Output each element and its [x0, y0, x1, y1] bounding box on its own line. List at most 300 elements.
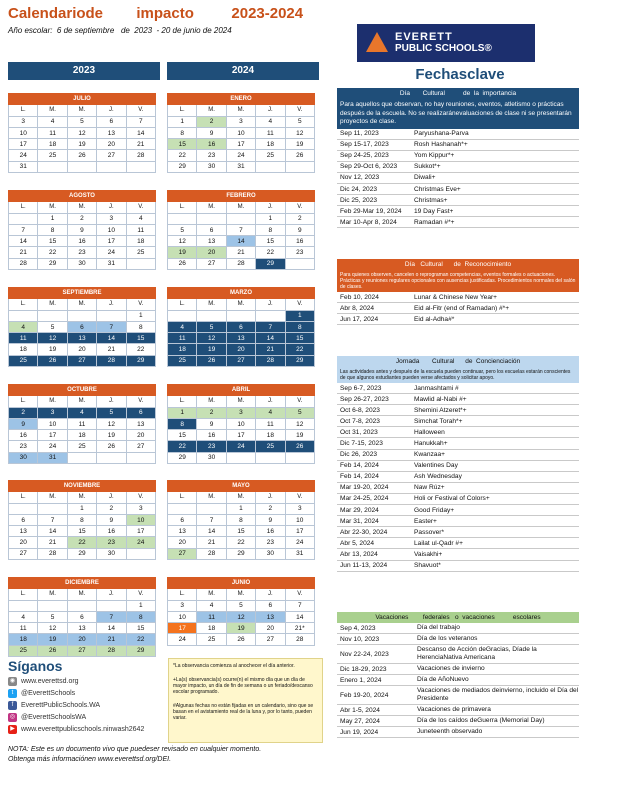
day-cell — [226, 452, 255, 463]
day-cell: 5 — [226, 600, 255, 611]
day-cell: 5 — [97, 407, 126, 418]
day-cell: 16 — [9, 430, 38, 441]
day-cell: 1 — [256, 213, 285, 224]
day-cell: 18 — [67, 430, 96, 441]
day-cell: 1 — [285, 310, 314, 321]
day-cell: 30 — [97, 548, 126, 559]
day-cell: 1 — [168, 116, 197, 127]
day-cell: 7 — [97, 611, 126, 622]
website-link[interactable] — [8, 677, 79, 686]
weekday-label: J. — [256, 299, 285, 310]
instagram-link[interactable] — [8, 713, 86, 722]
day-cell: 28 — [97, 355, 126, 366]
day-cell: 26 — [168, 258, 197, 269]
day-cell: 20 — [67, 344, 96, 355]
date-text: Nov 10, 2023 — [340, 635, 380, 643]
facebook-text: EverettPublicSchools.WA — [21, 702, 101, 709]
date-text: Dic 18-29, 2023 — [340, 665, 387, 673]
day-cell: 21 — [126, 139, 155, 150]
day-cell: 19 — [197, 344, 226, 355]
notes-box — [168, 658, 323, 743]
footnote — [8, 745, 338, 765]
day-cell: 1 — [226, 503, 255, 514]
day-cell: 13 — [126, 418, 155, 429]
day-cell: 31 — [97, 258, 126, 269]
date-row — [337, 527, 579, 538]
day-cell: 11 — [126, 224, 155, 235]
day-cell: 3 — [38, 407, 67, 418]
day-cell — [38, 310, 67, 321]
day-cell: 2 — [67, 213, 96, 224]
weekday-label: L. — [9, 299, 38, 310]
day-cell: 30 — [256, 548, 285, 559]
weekday-label: V. — [126, 492, 155, 503]
day-cell: 25 — [256, 150, 285, 161]
date-text: Oct 6-8, 2023 — [340, 406, 380, 414]
date-text: Jun 11-13, 2024 — [340, 562, 388, 570]
day-cell: 4 — [9, 611, 38, 622]
day-cell — [97, 161, 126, 172]
day-cell: 9 — [197, 418, 226, 429]
date-text: Jun 19, 2024 — [340, 728, 379, 736]
day-cell — [285, 161, 314, 172]
day-cell: 2 — [97, 503, 126, 514]
weekday-label: M. — [226, 396, 255, 407]
month-diciembre — [8, 577, 156, 657]
weekday-label: L. — [9, 589, 38, 600]
year-bar-left: 2023 — [8, 62, 160, 80]
date-text: Abr 22-30, 2024 — [340, 528, 388, 536]
day-cell: 6 — [126, 407, 155, 418]
day-cell: 23 — [197, 441, 226, 452]
weekday-label: M. — [197, 589, 226, 600]
month-name: MARZO — [168, 288, 315, 299]
footnote-line2: Obtenga más informaciónen www.everettsd.org/DEI. — [8, 756, 172, 763]
weekday-label: J. — [97, 299, 126, 310]
observance-name: Holi or Festival of Colors+ — [414, 495, 490, 503]
date-row — [337, 538, 579, 549]
day-cell: 28 — [226, 258, 255, 269]
day-cell — [256, 452, 285, 463]
date-row — [337, 162, 579, 173]
day-cell: 18 — [256, 430, 285, 441]
holiday-name: Vacaciones de invierno — [417, 665, 485, 672]
day-cell: 14 — [226, 236, 255, 247]
date-text: Abr 8, 2024 — [340, 304, 375, 312]
weekday-label: J. — [256, 202, 285, 213]
month-name: ABRIL — [168, 385, 315, 396]
section-header: Jornada Cultural de Concienciación — [337, 356, 579, 367]
day-cell: 1 — [126, 600, 155, 611]
day-cell: 31 — [285, 548, 314, 559]
day-cell: 24 — [226, 150, 255, 161]
date-text: Feb 19-20, 2024 — [340, 691, 389, 699]
weekday-label: M. — [38, 299, 67, 310]
month-marzo — [167, 287, 315, 367]
observance-name: Hanukkah+ — [414, 440, 448, 448]
date-row — [337, 151, 579, 162]
holiday-name: Día de AñoNuevo — [417, 676, 469, 683]
date-row — [337, 438, 579, 449]
date-text: Feb 29-Mar 19, 2024 — [340, 207, 402, 215]
section-cultural-awareness — [337, 356, 579, 572]
holiday-row — [337, 634, 579, 645]
date-row — [337, 516, 579, 527]
day-cell: 27 — [256, 634, 285, 645]
weekday-label: M. — [38, 396, 67, 407]
month-febrero — [167, 190, 315, 270]
holiday-name: Vacaciones de primavera — [417, 706, 491, 713]
day-cell: 6 — [9, 514, 38, 525]
day-cell: 19 — [168, 247, 197, 258]
day-cell: 23 — [285, 247, 314, 258]
website-text: www.everettsd.org — [21, 678, 79, 685]
day-cell: 12 — [38, 623, 67, 634]
day-cell: 29 — [168, 452, 197, 463]
weekday-label: M. — [67, 299, 96, 310]
day-cell: 23 — [256, 537, 285, 548]
date-text: Dic 24, 2023 — [340, 185, 378, 193]
day-cell — [67, 161, 96, 172]
day-cell: 12 — [67, 127, 96, 138]
weekday-label: L. — [168, 589, 197, 600]
day-cell: 3 — [168, 600, 197, 611]
day-cell: 13 — [168, 526, 197, 537]
day-cell: 11 — [256, 127, 285, 138]
date-row — [337, 427, 579, 438]
youtube-link[interactable] — [8, 725, 144, 734]
section-description: Las actividades antes y después de la escuela pueden continuar, pero los escuelas estarán conscientes de que algunos estudiantes pueden verse afectados y solicitar apoyo. — [337, 367, 579, 383]
day-cell: 8 — [126, 611, 155, 622]
globe-icon: ◉ — [9, 678, 16, 684]
day-cell: 15 — [256, 236, 285, 247]
day-cell: 13 — [67, 333, 96, 344]
date-row — [337, 394, 579, 405]
day-cell: 1 — [38, 213, 67, 224]
day-cell: 8 — [67, 514, 96, 525]
follow-us-title: Síganos — [8, 658, 63, 674]
day-cell — [126, 548, 155, 559]
weekday-label: L. — [9, 202, 38, 213]
weekday-label: M. — [197, 299, 226, 310]
day-cell: 14 — [97, 623, 126, 634]
day-cell — [126, 452, 155, 463]
date-text: Oct 31, 2023 — [340, 428, 378, 436]
section-cultural-importance — [337, 88, 579, 228]
instagram-text: @EverettSchoolsWA — [21, 714, 87, 721]
day-cell — [226, 310, 255, 321]
weekday-label: M. — [67, 105, 96, 116]
weekday-label: M. — [226, 299, 255, 310]
date-row — [337, 450, 579, 461]
day-cell: 16 — [197, 430, 226, 441]
day-cell: 21 — [9, 247, 38, 258]
day-cell: 11 — [168, 333, 197, 344]
observance-name: Halloween — [414, 428, 445, 436]
day-cell: 3 — [285, 503, 314, 514]
day-cell: 3 — [226, 116, 255, 127]
day-cell: 26 — [97, 441, 126, 452]
month-name: ENERO — [168, 94, 315, 105]
day-cell: 13 — [197, 236, 226, 247]
observance-name: Eid al-Adha#* — [414, 315, 455, 323]
twitter-link[interactable] — [8, 689, 75, 698]
day-cell: 29 — [226, 548, 255, 559]
day-cell: 17 — [168, 623, 197, 634]
day-cell: 20 — [9, 537, 38, 548]
day-cell: 25 — [9, 645, 38, 656]
observance-name: Lailat ul-Qadr #+ — [414, 539, 463, 547]
day-cell: 10 — [38, 418, 67, 429]
weekday-label: M. — [226, 589, 255, 600]
day-cell: 19 — [67, 139, 96, 150]
day-cell: 26 — [285, 441, 314, 452]
day-cell: 7 — [38, 514, 67, 525]
day-cell: 19 — [38, 344, 67, 355]
observance-name: Kwanzaa+ — [414, 451, 445, 459]
day-cell: 8 — [168, 418, 197, 429]
day-cell: 10 — [168, 611, 197, 622]
day-cell: 8 — [38, 224, 67, 235]
day-cell: 16 — [97, 526, 126, 537]
day-cell — [197, 310, 226, 321]
date-text: Mar 19-20, 2024 — [340, 484, 389, 492]
holiday-row — [337, 664, 579, 675]
day-cell: 11 — [38, 127, 67, 138]
day-cell: 18 — [256, 139, 285, 150]
day-cell: 7 — [285, 600, 314, 611]
day-cell: 30 — [9, 452, 38, 463]
weekday-label: L. — [9, 396, 38, 407]
day-cell: 14 — [126, 127, 155, 138]
day-cell: 5 — [38, 321, 67, 332]
month-octubre — [8, 384, 156, 464]
day-cell: 21* — [285, 623, 314, 634]
date-row — [337, 505, 579, 516]
day-cell: 9 — [9, 418, 38, 429]
day-cell: 16 — [197, 139, 226, 150]
date-text: Enero 1, 2024 — [340, 676, 382, 684]
day-cell: 20 — [197, 247, 226, 258]
day-cell: 3 — [9, 116, 38, 127]
day-cell: 4 — [67, 407, 96, 418]
day-cell: 11 — [67, 418, 96, 429]
weekday-label: M. — [38, 492, 67, 503]
day-cell: 21 — [38, 537, 67, 548]
day-cell: 24 — [126, 537, 155, 548]
day-cell: 29 — [126, 355, 155, 366]
weekday-label: L. — [9, 492, 38, 503]
day-cell: 28 — [38, 548, 67, 559]
day-cell: 22 — [126, 344, 155, 355]
day-cell: 17 — [226, 139, 255, 150]
section-header: Día Cultural de Reconocimiento — [337, 259, 579, 270]
month-agosto — [8, 190, 156, 270]
day-cell: 25 — [38, 150, 67, 161]
weekday-label: L. — [168, 492, 197, 503]
weekday-label: M. — [226, 105, 255, 116]
holiday-name: Día de los caídos deGuerra (Memorial Day) — [417, 717, 545, 724]
day-cell — [256, 161, 285, 172]
observance-name: Sukkot*+ — [414, 163, 441, 171]
day-cell — [285, 452, 314, 463]
page-subtitle: Año escolar: 6 de septiembre de 2023 - 20 de junio de 2024 — [8, 26, 232, 35]
day-cell — [126, 161, 155, 172]
day-cell: 23 — [9, 441, 38, 452]
day-cell: 2 — [256, 503, 285, 514]
day-cell — [226, 213, 255, 224]
day-cell: 10 — [226, 127, 255, 138]
date-text: Sep 15-17, 2023 — [340, 141, 389, 149]
date-row — [337, 461, 579, 472]
day-cell: 13 — [256, 611, 285, 622]
day-cell: 31 — [9, 161, 38, 172]
day-cell: 25 — [168, 355, 197, 366]
day-cell: 7 — [226, 224, 255, 235]
section-rows — [337, 623, 579, 738]
weekday-label: J. — [256, 589, 285, 600]
day-cell: 12 — [197, 333, 226, 344]
twitter-text: @EverettSchools — [21, 690, 76, 697]
weekday-label: V. — [285, 299, 314, 310]
observance-name: Christmas+ — [414, 196, 448, 204]
day-cell — [9, 600, 38, 611]
day-cell: 24 — [97, 247, 126, 258]
day-cell: 27 — [226, 355, 255, 366]
day-cell: 19 — [97, 430, 126, 441]
observance-name: Shavuot* — [414, 562, 441, 570]
logo — [357, 24, 535, 62]
date-text: Oct 7-8, 2023 — [340, 417, 380, 425]
day-cell: 14 — [285, 611, 314, 622]
date-text: Jun 17, 2024 — [340, 315, 379, 323]
day-cell: 31 — [226, 161, 255, 172]
month-name: JUNIO — [168, 578, 315, 589]
observance-name: Yom Kippur*+ — [414, 152, 455, 160]
weekday-label: V. — [126, 396, 155, 407]
day-cell: 15 — [126, 333, 155, 344]
note-asterisk: *La observancia comienza al anochecer el día anterior. — [173, 663, 295, 669]
observance-name: Easter+ — [414, 517, 437, 525]
day-cell: 2 — [197, 116, 226, 127]
holiday-row — [337, 645, 579, 664]
day-cell: 16 — [285, 236, 314, 247]
footnote-line1: NOTA: Este es un documento vivo que puedeser revisado en cualquier momento. — [8, 746, 262, 753]
day-cell: 9 — [97, 514, 126, 525]
month-name: JULIO — [9, 94, 156, 105]
observance-name: Ash Wednesday — [414, 473, 462, 481]
day-cell: 30 — [67, 258, 96, 269]
day-cell — [38, 161, 67, 172]
day-cell — [285, 258, 314, 269]
day-cell — [38, 600, 67, 611]
observance-name: Valentines Day — [414, 462, 458, 470]
day-cell: 16 — [256, 526, 285, 537]
day-cell: 24 — [285, 537, 314, 548]
month-noviembre — [8, 480, 156, 560]
weekday-label: M. — [67, 202, 96, 213]
month-name: MAYO — [168, 481, 315, 492]
year-bar-right: 2024 — [167, 62, 319, 80]
weekday-label: V. — [285, 589, 314, 600]
date-text: Nov 12, 2023 — [340, 174, 380, 182]
day-cell — [256, 310, 285, 321]
logo-icon — [363, 30, 389, 56]
date-text: Sep 4, 2023 — [340, 624, 376, 632]
date-text: Abr 5, 2024 — [340, 539, 375, 547]
weekday-label: L. — [168, 396, 197, 407]
month-name: SEPTIEMBRE — [9, 288, 156, 299]
day-cell: 15 — [168, 139, 197, 150]
day-cell: 13 — [97, 127, 126, 138]
day-cell: 18 — [9, 344, 38, 355]
day-cell: 11 — [9, 623, 38, 634]
day-cell: 4 — [256, 407, 285, 418]
weekday-label: J. — [97, 105, 126, 116]
twitter-icon: t — [8, 689, 17, 698]
observance-name: 19 Day Fast+ — [414, 207, 454, 215]
holiday-name: Día del trabajo — [417, 624, 460, 631]
page-title: Calendariode impacto 2023-2024 — [8, 5, 304, 22]
date-text: Sep 24-25, 2023 — [340, 152, 389, 160]
day-cell: 5 — [285, 116, 314, 127]
weekday-label: V. — [285, 202, 314, 213]
day-cell: 27 — [197, 258, 226, 269]
day-cell — [9, 503, 38, 514]
day-cell: 27 — [9, 548, 38, 559]
day-cell: 20 — [226, 344, 255, 355]
section-header: Vacaciones federales o vacaciones escolares — [337, 612, 579, 623]
day-cell — [197, 213, 226, 224]
date-text: Dic 26, 2023 — [340, 451, 378, 459]
day-cell: 26 — [38, 355, 67, 366]
date-row — [337, 129, 579, 140]
day-cell: 9 — [256, 514, 285, 525]
date-row — [337, 483, 579, 494]
day-cell: 23 — [197, 150, 226, 161]
weekday-label: M. — [197, 105, 226, 116]
month-mayo — [167, 480, 315, 560]
day-cell: 15 — [126, 623, 155, 634]
holiday-name: Juneteenth observado — [417, 728, 483, 735]
observance-name: Mawlid al-Nabi #+ — [414, 395, 467, 403]
holiday-name: Día de los veteranos — [417, 635, 478, 642]
day-cell: 24 — [38, 441, 67, 452]
weekday-label: M. — [67, 396, 96, 407]
day-cell: 18 — [168, 344, 197, 355]
month-julio — [8, 93, 156, 173]
day-cell: 2 — [285, 213, 314, 224]
facebook-link[interactable] — [8, 701, 100, 710]
month-junio — [167, 577, 315, 646]
weekday-label: L. — [9, 105, 38, 116]
day-cell: 24 — [168, 634, 197, 645]
day-cell: 6 — [197, 224, 226, 235]
day-cell: 1 — [168, 407, 197, 418]
weekday-label: M. — [197, 396, 226, 407]
day-cell: 27 — [97, 150, 126, 161]
month-enero — [167, 93, 315, 173]
month-name: OCTUBRE — [9, 385, 156, 396]
day-cell: 6 — [226, 321, 255, 332]
day-cell: 6 — [168, 514, 197, 525]
section-rows — [337, 383, 579, 572]
weekday-label: L. — [168, 105, 197, 116]
weekday-label: M. — [67, 492, 96, 503]
day-cell: 18 — [126, 236, 155, 247]
holiday-row — [337, 675, 579, 686]
observance-name: Naw Rúz+ — [414, 484, 445, 492]
